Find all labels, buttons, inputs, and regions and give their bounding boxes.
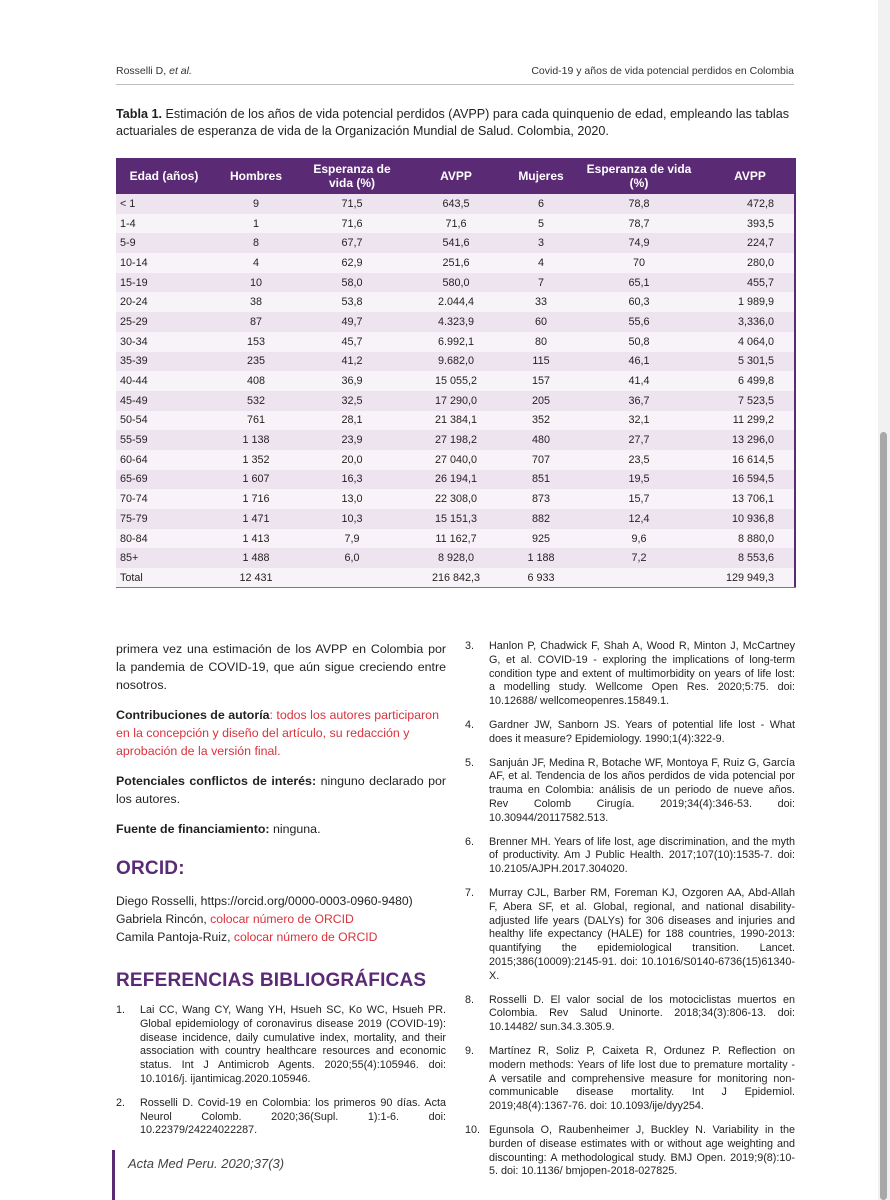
table-cell: 1 471 [242, 512, 270, 525]
running-header-authors: Rosselli D, et al. [116, 65, 192, 77]
table-cell: 20-24 [120, 296, 148, 309]
table-cell: 12,4 [628, 512, 650, 525]
reference-text: Murray CJL, Barber RM, Foreman KJ, Ozgoren AA, Abd-Allah F, Abera SF, et al. Global, regional, and national disability-adjusted life years (DALYs) for 306 diseases and injuries and healthy life expectancy (HALE) for 188 countries, 1990-2013: quantifying the epidemiological transition. Lancet. 2015;386(10009):2145-91. doi: 10.1016/S0140-6736(15)61340-X. [489, 886, 795, 982]
reference-item [116, 1004, 446, 1087]
table-row [116, 529, 796, 549]
table-row [116, 548, 796, 568]
table-right-border [794, 194, 796, 588]
table-cell: 58,0 [341, 276, 363, 289]
table-cell: 22 308,0 [434, 493, 478, 506]
table-cell: 33 [534, 296, 547, 309]
table-cell: 40-44 [120, 375, 148, 388]
table-cell: 26 194,1 [434, 473, 478, 486]
table-cell: 78,7 [628, 217, 650, 230]
table-cell: 8 928,0 [437, 552, 475, 565]
table-row [116, 273, 796, 293]
table-row [116, 253, 796, 273]
funding-text: ninguna. [269, 822, 321, 836]
orcid-line: Gabriela Rincón, colocar número de ORCID [116, 912, 354, 926]
table-cell: 87 [249, 315, 262, 328]
table-cell: 8 [252, 237, 259, 250]
table-cell: 541,6 [442, 237, 470, 250]
references-list-right [465, 640, 795, 1179]
table-cell: 67,7 [341, 237, 363, 250]
table-cell: 6.992,1 [437, 335, 475, 348]
table-cell: 129 949,3 [725, 571, 774, 584]
table-cell: 41,2 [341, 355, 363, 368]
table-cell: 1 413 [242, 532, 270, 545]
table-cell: 23,5 [628, 453, 650, 466]
avpp-table [116, 158, 796, 588]
table-cell: 707 [531, 453, 550, 466]
table-cell: 1 138 [242, 434, 270, 447]
table-cell: 30-34 [120, 335, 148, 348]
table-cell: 50-54 [120, 414, 148, 427]
table-cell: 480 [531, 434, 550, 447]
table-cell: 2.044,4 [437, 296, 475, 309]
table-cell: Total [120, 571, 143, 584]
header-cell: Esperanza de vida (%) [586, 162, 692, 190]
table-cell: 45,7 [341, 335, 363, 348]
table-cell: 10,3 [341, 512, 363, 525]
reference-number: 1. [116, 1004, 126, 1016]
table-cell: 882 [531, 512, 550, 525]
table-cell: 16 614,5 [731, 453, 774, 466]
table-cell: 15-19 [120, 276, 148, 289]
reference-number: 3. [465, 640, 475, 652]
reference-text: Hanlon P, Chadwick F, Shah A, Wood R, Minton J, McCartney G, et al. COVID-19 - exploring the implications of long-term condition type and extent of multimorbidity on years of life lost: a modelling study. Wellcome Open Res. 2020;5:75. doi: 10.12688/ wellcomeopenres.15849.1. [489, 640, 795, 708]
reference-number: 5. [465, 756, 475, 769]
table-cell: 643,5 [442, 197, 470, 210]
reference-text: Lai CC, Wang CY, Wang YH, Hsueh SC, Ko WC, Hsueh PR. Global epidemiology of coronavirus disease 2019 (COVID-19): disease incidence, daily cumulative index, mortality, and their association with country healthcare resources and economic status. Int J Antimicrob Agents. 2020;55(4):105946. doi: 10.1016/j. ijantimicag.2020.105946. [140, 1004, 446, 1085]
reference-number: 6. [465, 835, 475, 848]
table-cell: 873 [531, 493, 550, 506]
table-cell: 62,9 [341, 256, 363, 269]
table-cell: 23,9 [341, 434, 363, 447]
table-cell: 60,3 [628, 296, 650, 309]
journal-footer: Acta Med Peru. 2020;37(3) [128, 1156, 285, 1171]
header-cell: Esperanza de vida (%) [313, 162, 391, 190]
table-cell: 32,5 [341, 394, 363, 407]
header-cell: Edad (años) [129, 169, 199, 183]
table-cell [574, 568, 704, 588]
table-row [116, 194, 796, 214]
table-cell: 11 162,7 [435, 532, 477, 545]
table-cell: 157 [531, 375, 550, 388]
table-cell: 65,1 [628, 276, 650, 289]
reference-item [465, 640, 795, 709]
reference-number: 7. [465, 886, 475, 899]
table-caption-label: Tabla 1. [116, 107, 162, 121]
reference-text: Martínez R, Soliz P, Caixeta R, Ordunez P. Reflection on modern methods: Years of life lost due to premature mortality - A versatile and comprehensive measure for monitoring non-communicable disease mortality. Int J Epidemiol. 2019;48(4):1367-76. doi: 10.1093/ije/dyy254. [489, 1044, 795, 1113]
table-cell: 12 431 [239, 571, 273, 584]
reference-number: 2. [116, 1096, 126, 1109]
table-cell: 41,4 [628, 375, 650, 388]
table-cell: 13,0 [341, 493, 363, 506]
table-cell: 16 594,5 [731, 473, 774, 486]
table-cell: 7,2 [631, 552, 647, 565]
table-cell: 38 [249, 296, 262, 309]
table-row [116, 489, 796, 509]
table-cell: 1-4 [120, 217, 136, 230]
table-cell: 10-14 [120, 256, 148, 269]
table-cell: 7,9 [344, 532, 360, 545]
table-cell: 6 933 [527, 571, 555, 584]
table-cell: 408 [246, 375, 265, 388]
reference-item [465, 757, 795, 826]
table-cell: 80 [534, 335, 547, 348]
table-cell: 1 607 [242, 473, 270, 486]
reference-text: Sanjuán JF, Medina R, Botache WF, Montoya F, Ruiz G, García AF, et al. Tendencia de los años perdidos de vida potencial por trauma en Colombia: análisis de un periodo de nueve años. Rev Colomb Cirugía. 2019;34(4):346-53. doi: 10.30944/20117582.513. [489, 756, 795, 824]
contributions-text: : todos los autores participaron en la concepción y diseño del artículo, su redacción y aprobación de la versión final. [116, 708, 439, 758]
table-cell: 5-9 [120, 237, 136, 250]
reference-item [116, 1097, 446, 1138]
reference-number: 4. [465, 718, 475, 731]
reference-text: Brenner MH. Years of life lost, age discrimination, and the myth of productivity. Am J Public Health. 2017;107(10):1535-7. doi: 10.2105/AJPH.2017.304020. [489, 835, 795, 876]
table-cell: 7 [537, 276, 544, 289]
table-cell: 1 488 [242, 552, 270, 565]
table-cell: 1 716 [242, 493, 270, 506]
table-cell: 13 706,1 [731, 493, 774, 506]
table-cell: 15 055,2 [434, 375, 478, 388]
table-cell: 3 [537, 237, 544, 250]
reference-item [465, 719, 795, 747]
reference-item [465, 994, 795, 1035]
table-cell: 4 064,0 [737, 335, 774, 348]
table-cell: 216 842,3 [431, 571, 481, 584]
table-cell: 9,6 [631, 532, 647, 545]
reference-item [465, 1045, 795, 1114]
table-row [116, 214, 796, 234]
table-cell: 55-59 [120, 434, 148, 447]
table-row [116, 371, 796, 391]
orcid-heading: ORCID: [116, 858, 185, 879]
table-cell: 75-79 [120, 512, 148, 525]
table-row [116, 292, 796, 312]
table-cell: 6 499,8 [737, 375, 774, 388]
running-header-title: Covid-19 y años de vida potencial perdidos en Colombia [531, 65, 794, 77]
table-cell: 20,0 [341, 453, 363, 466]
table-cell: 71,6 [445, 217, 467, 230]
table-cell: 70-74 [120, 493, 148, 506]
table-cell: 9 [252, 197, 259, 210]
table-row [116, 430, 796, 450]
table-row [116, 233, 796, 253]
table-row [116, 411, 796, 431]
table-cell: 4.323,9 [437, 315, 475, 328]
table-row [116, 470, 796, 490]
table-cell: 153 [246, 335, 265, 348]
header-cell: AVPP [440, 169, 472, 183]
table-cell: 851 [531, 473, 550, 486]
funding-source [116, 820, 446, 838]
table-cell: 53,8 [341, 296, 363, 309]
table-cell: 472,8 [746, 197, 774, 210]
table-cell: 8 553,6 [737, 552, 774, 565]
table-row [116, 568, 796, 588]
table-cell: 71,5 [341, 197, 363, 210]
table-cell: 580,0 [442, 276, 470, 289]
avpp-table-wrapper [116, 158, 796, 588]
table-cell: 761 [246, 414, 265, 427]
header-cell: Mujeres [518, 169, 564, 183]
table-cell: 55,6 [628, 315, 650, 328]
table-cell: 205 [531, 394, 550, 407]
table-caption-text: Estimación de los años de vida potencial perdidos (AVPP) para cada quinquenio de edad, empleando las tablas actuariales de esperanza de vida de la Organización Mundial de Salud. Colombia, 2020. [116, 107, 790, 138]
table-cell: 28,1 [341, 414, 363, 427]
table-cell: 32,1 [628, 414, 650, 427]
scrollbar-thumb[interactable] [880, 432, 887, 1200]
table-cell: 11 299,2 [732, 414, 774, 427]
footer-accent-bar [112, 1150, 115, 1200]
table-cell: 27 040,0 [434, 453, 478, 466]
table-caption [116, 106, 794, 140]
orcid-line: Diego Rosselli, https://orcid.org/0000-0003-0960-9480) [116, 894, 413, 908]
running-header [116, 65, 794, 81]
reference-item [465, 887, 795, 984]
table-cell: 235 [246, 355, 265, 368]
table-bottom-border [116, 587, 796, 588]
reference-item [465, 1124, 795, 1179]
table-cell: 35-39 [120, 355, 148, 368]
table-cell: 4 [537, 256, 544, 269]
author-contributions [116, 706, 446, 760]
reference-number: 10. [465, 1123, 481, 1136]
table-cell: 10 936,8 [731, 512, 774, 525]
table-cell: 36,7 [628, 394, 650, 407]
header-divider [116, 84, 794, 85]
table-cell: 251,6 [442, 256, 470, 269]
references-heading: REFERENCIAS BIBLIOGRÁFICAS [116, 970, 427, 991]
table-cell: 27 198,2 [434, 434, 478, 447]
table-cell: 78,8 [628, 197, 650, 210]
header-cell: Hombres [229, 169, 282, 183]
conflicts-text: ninguno declarado por los autores. [116, 774, 446, 806]
table-cell: 15 151,3 [434, 512, 478, 525]
table-cell: 65-69 [120, 473, 148, 486]
table-cell: 19,5 [628, 473, 650, 486]
references-list-left [116, 1004, 446, 1138]
table-cell: 85+ [120, 552, 139, 565]
table-cell: 7 523,5 [737, 394, 774, 407]
table-row [116, 509, 796, 529]
table-cell: 60 [534, 315, 547, 328]
reference-number: 9. [465, 1044, 475, 1057]
table-cell: 50,8 [628, 335, 650, 348]
table-cell: 13 296,0 [731, 434, 774, 447]
table-cell: 21 384,1 [434, 414, 478, 427]
table-cell: 49,7 [341, 315, 363, 328]
table-cell: 6 [537, 197, 544, 210]
table-cell: 74,9 [628, 237, 650, 250]
table-cell: 1 [252, 217, 259, 230]
header-cell: AVPP [734, 169, 766, 183]
table-cell: 9.682,0 [437, 355, 475, 368]
table-body [116, 194, 796, 588]
table-cell: 455,7 [746, 276, 774, 289]
conflicts-of-interest [116, 772, 446, 808]
table-cell: 115 [532, 355, 550, 368]
reference-number: 8. [465, 993, 475, 1006]
reference-text: Gardner JW, Sanborn JS. Years of potential life lost - What does it measure? Epidemiology. 1990;1(4):322-9. [489, 718, 795, 745]
table-cell [300, 568, 404, 588]
left-column [116, 640, 446, 1148]
table-cell: 5 [537, 217, 544, 230]
table-cell: 532 [246, 394, 265, 407]
table-cell: 1 352 [242, 453, 270, 466]
table-cell: 1 188 [527, 552, 555, 565]
table-row [116, 312, 796, 332]
table-cell: 71,6 [341, 217, 363, 230]
table-cell: < 1 [120, 197, 136, 210]
table-cell: 70 [632, 256, 645, 269]
reference-item [465, 836, 795, 877]
table-cell: 46,1 [628, 355, 650, 368]
table-cell: 60-64 [120, 453, 148, 466]
table-cell: 3,336,0 [737, 315, 774, 328]
table-row [116, 391, 796, 411]
scrollbar-track[interactable] [878, 0, 890, 1200]
body-paragraph: primera vez una estimación de los AVPP en Colombia por la pandemia de COVID-19, que aún sigue creciendo entre nosotros. [116, 642, 446, 692]
table-cell: 5 301,5 [737, 355, 774, 368]
table-row [116, 450, 796, 470]
table-cell: 36,9 [341, 375, 363, 388]
table-cell: 80-84 [120, 532, 148, 545]
table-cell: 15,7 [628, 493, 650, 506]
table-row [116, 352, 796, 372]
table-cell: 224,7 [746, 237, 774, 250]
table-cell: 280,0 [746, 256, 774, 269]
table-cell: 393,5 [746, 217, 774, 230]
table-cell: 27,7 [628, 434, 650, 447]
table-cell: 16,3 [341, 473, 363, 486]
reference-text: Rosselli D. El valor social de los motociclistas muertos en Colombia. Rev Salud Uninorte. 2018;34(3):806-13. doi: 10.14482/ sun.34.3.305.9. [489, 993, 795, 1034]
table-cell: 4 [252, 256, 259, 269]
right-column [465, 640, 795, 1189]
table-header-row [116, 158, 796, 194]
table-cell: 352 [531, 414, 550, 427]
funding-label: Fuente de financiamiento: [116, 822, 270, 836]
table-cell: 1 989,9 [737, 296, 774, 309]
table-cell: 10 [249, 276, 262, 289]
reference-text: Rosselli D. Covid-19 en Colombia: los primeros 90 días. Acta Neurol Colomb. 2020;36(Supl. 1):1-6. doi: 10.22379/24224022287. [140, 1096, 446, 1137]
table-row [116, 332, 796, 352]
table-cell: 25-29 [120, 315, 148, 328]
table-cell: 45-49 [120, 394, 148, 407]
table-cell: 17 290,0 [434, 394, 478, 407]
table-cell: 6,0 [344, 552, 360, 565]
table-cell: 925 [531, 532, 550, 545]
conflicts-label: Potenciales conflictos de interés: [116, 774, 317, 788]
table-cell: 8 880,0 [737, 532, 774, 545]
reference-text: Egunsola O, Raubenheimer J, Buckley N. Variability in the burden of disease estimates with or without age weighting and discounting: A methodological study. BMJ Open. 2019;9(8):10-5. doi: 10.1136/ bmjopen-2018-027825. [489, 1123, 795, 1178]
orcid-line: Camila Pantoja-Ruiz, colocar número de ORCID [116, 930, 378, 944]
contributions-label: Contribuciones de autoría [116, 708, 270, 722]
